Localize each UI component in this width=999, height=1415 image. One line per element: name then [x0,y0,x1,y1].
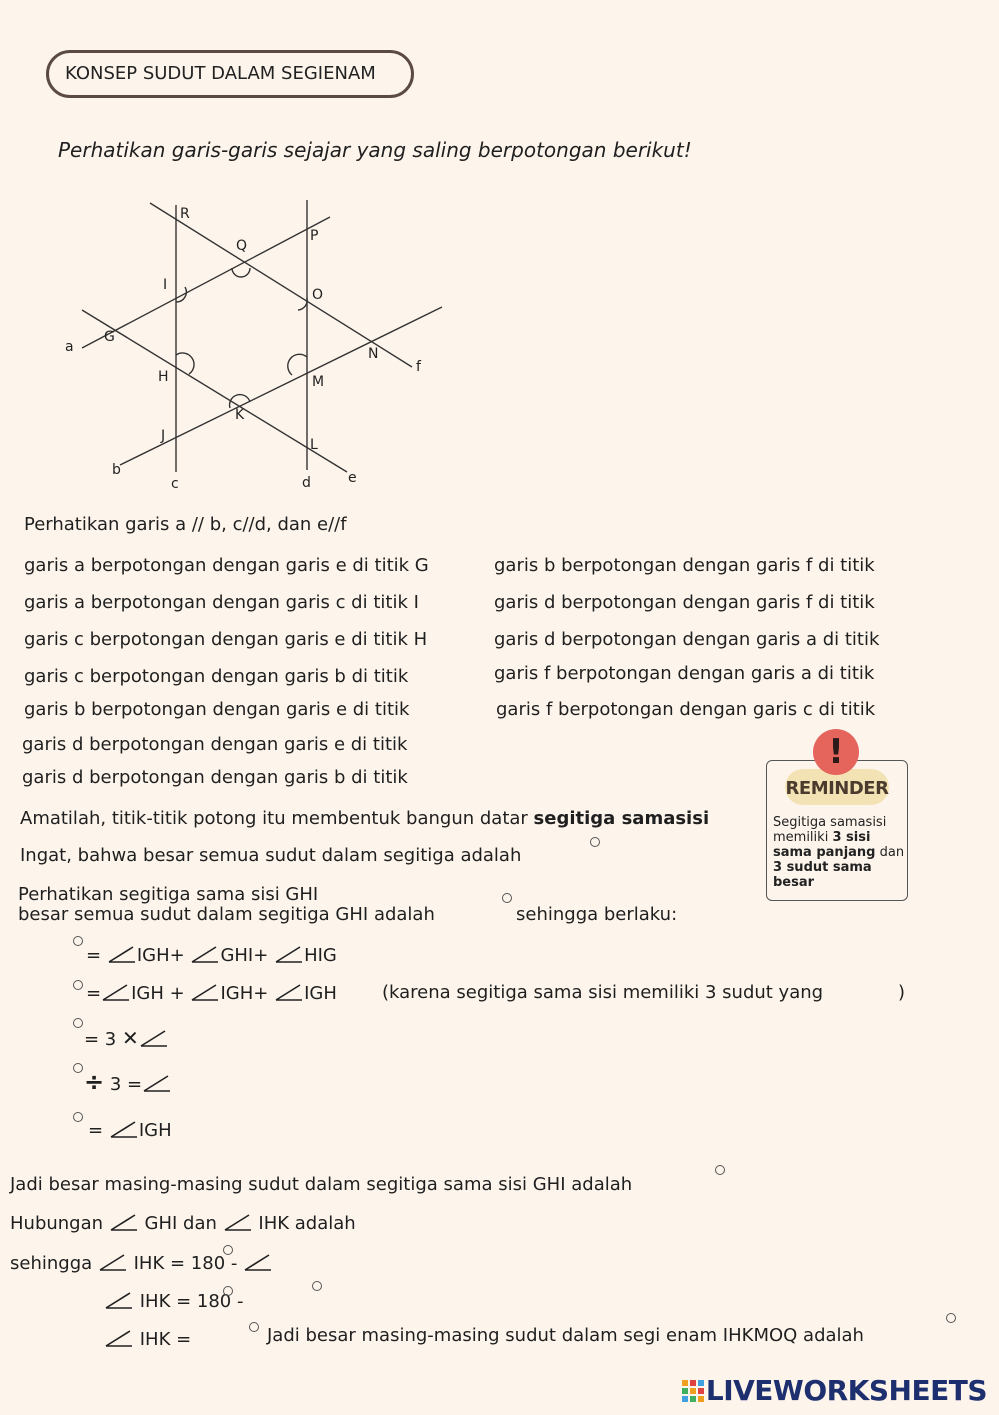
angle-icon [104,1328,134,1348]
angle-icon [190,982,220,1002]
answer-input-ihk-b[interactable] [223,1286,233,1296]
angle-icon [274,982,304,1002]
answer-input-triangle-angle[interactable] [715,1165,725,1175]
label-N: N [368,346,379,362]
angle-icon [139,1028,169,1048]
conclusion-triangle: Jadi besar masing-masing sudut dalam segitiga sama sisi GHI adalah [10,1174,633,1195]
statement-right-2: garis d berpotongan dengan garis f di titik [494,592,875,613]
statement-left-1: garis a berpotongan dengan garis e di titik G [24,555,429,576]
equation-line-3: = 3 ✕ [84,1026,169,1050]
label-e: e [348,470,357,486]
label-Q: Q [236,238,248,254]
angle-icon [190,944,220,964]
answer-input-hexagon-angle[interactable] [946,1313,956,1323]
answer-input-eq-2[interactable] [73,980,83,990]
label-O: O [312,287,324,303]
alert-icon: ! [813,729,859,775]
label-d: d [302,475,311,491]
angle-icon [243,1252,273,1272]
answer-input-triangle-sum[interactable] [502,893,512,903]
equation-line-2: = IGH + IGH+ IGH [86,983,337,1004]
ihk-line-2: IHK = 180 - [104,1290,243,1312]
note-close-paren: ) [898,982,906,1003]
observe-text: Amatilah, titik-titik potong itu membentuk bangun datar segitiga samasisi [20,808,710,829]
line-a [82,217,330,348]
angle-icon [142,1073,172,1093]
angle-icon [274,944,304,964]
angle-icon [98,1252,128,1272]
statement-left-7: garis d berpotongan dengan garis b di titik [22,767,408,788]
angle-icon [104,1290,134,1310]
label-P: P [310,228,319,244]
triangle-intro: Perhatikan segitiga sama sisi GHI [18,884,319,905]
statement-left-6: garis d berpotongan dengan garis e di titik [22,734,408,755]
triangle-sum-text: besar semua sudut dalam segitiga GHI adalah [18,904,435,925]
ihk-line-3: IHK = [104,1328,191,1350]
reminder-badge: REMINDER [785,769,889,805]
answer-input-eq-3[interactable] [73,1018,83,1028]
logo-grid-icon [682,1380,704,1402]
answer-input-eq-5[interactable] [73,1112,83,1122]
angle-icon [109,1212,139,1232]
equation-line-4: ÷ 3 = [84,1068,172,1096]
intro-text: Perhatikan garis-garis sejajar yang saling berpotongan berikut! [58,138,692,162]
line-f [150,203,412,367]
label-I: I [163,277,168,293]
equation-line-1: = IGH+ GHI+ HIG [86,945,337,966]
liveworksheets-logo: LIVEWORKSHEETS [682,1374,987,1407]
angle-icon [107,944,137,964]
equal-angles-note: (karena segitiga sama sisi memiliki 3 sudut yang [382,982,824,1003]
label-J: J [161,428,166,444]
angle-icon [109,1119,139,1139]
reminder-text: Segitiga samasisi memiliki 3 sisi sama panjang dan 3 sudut sama besar [773,815,905,890]
answer-input-ihk-a[interactable] [312,1281,322,1291]
so-applies-text: sehingga berlaku: [516,904,678,925]
statement-right-4: garis f berpotongan dengan garis a di titik [494,663,875,684]
label-a: a [65,339,74,355]
conclusion-hexagon: Jadi besar masing-masing sudut dalam segi enam IHKMOQ adalah [267,1325,864,1346]
relation-text: Hubungan GHI dan IHK adalah [10,1213,356,1234]
line-b [120,307,442,465]
statement-left-2: garis a berpotongan dengan garis c di titik I [24,592,419,613]
label-c: c [171,476,179,492]
statement-left-3: garis c berpotongan dengan garis e di titik H [24,629,428,650]
label-f: f [416,359,421,375]
reminder-card [766,732,908,901]
title-box: KONSEP SUDUT DALAM SEGIENAM [46,50,414,98]
statement-left-5: garis b berpotongan dengan garis e di titik [24,699,410,720]
remember-text: Ingat, bahwa besar semua sudut dalam segitiga adalah [20,845,522,866]
parallel-note: Perhatikan garis a // b, c//d, dan e//f [24,514,347,535]
statement-right-3: garis d berpotongan dengan garis a di titik [494,629,880,650]
statement-right-1: garis b berpotongan dengan garis f di titik [494,555,875,576]
angle-icon [223,1212,253,1232]
so-text: sehingga IHK = 180 - [10,1252,273,1274]
divide-icon: ÷ [84,1068,105,1096]
equation-line-5: = IGH [88,1120,172,1141]
label-G: G [104,329,115,345]
answer-input-eq-4[interactable] [73,1063,83,1073]
label-H: H [158,369,169,385]
answer-input-eq-1[interactable] [73,936,83,946]
parallel-lines-figure [60,190,460,500]
label-R: R [180,206,190,222]
label-K: K [235,407,245,423]
times-icon: ✕ [122,1026,139,1050]
statement-left-4: garis c berpotongan dengan garis b di titik [24,666,409,687]
answer-input-ihk-c[interactable] [249,1322,259,1332]
label-M: M [312,374,325,390]
label-b: b [112,462,121,478]
angle-icon [101,982,131,1002]
statement-right-5: garis f berpotongan dengan garis c di titik [496,699,876,720]
answer-input-relation[interactable] [223,1245,233,1255]
answer-input-angle-sum[interactable] [590,837,600,847]
label-L: L [310,437,318,453]
